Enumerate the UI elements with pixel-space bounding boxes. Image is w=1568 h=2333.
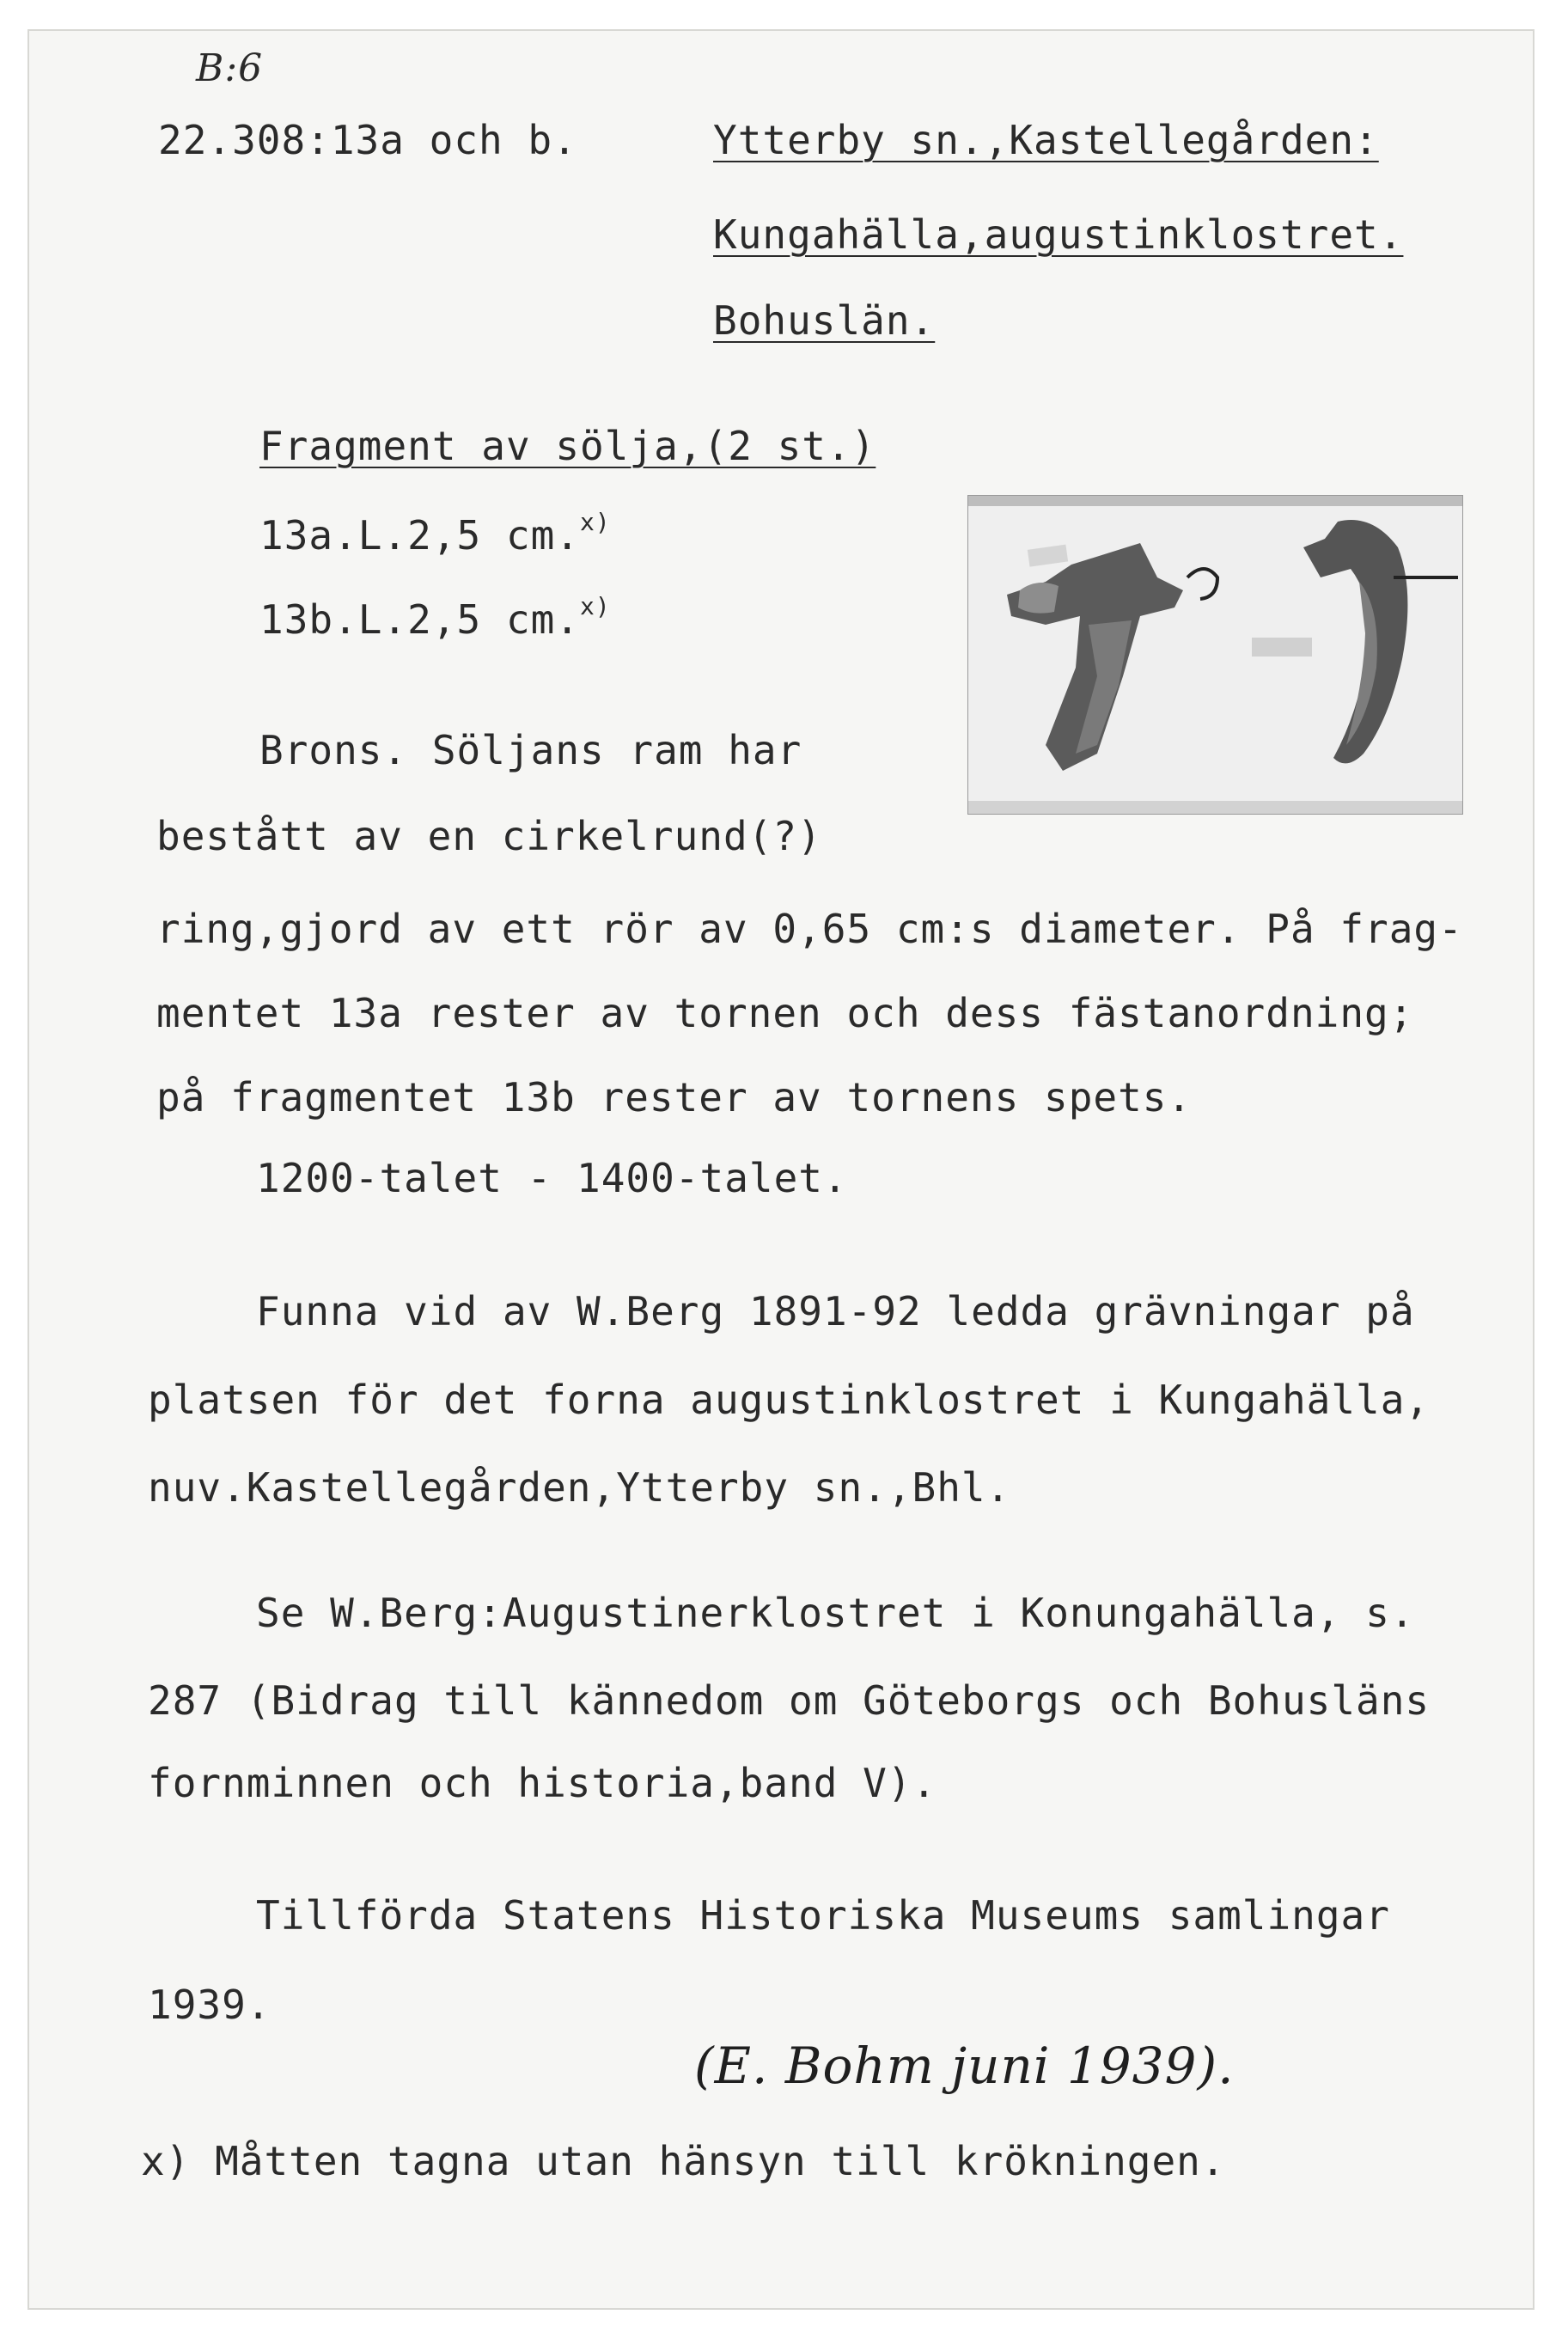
measurement-13a: 13a.L.2,5 cm.$^{x)}$ <box>259 508 611 559</box>
description-line-4: mentet 13a rester av tornen och dess fästanordning; <box>156 990 1414 1036</box>
accession-line-2: 1939. <box>148 1982 272 2028</box>
description-line-1: Brons. Söljans ram har <box>259 727 802 773</box>
description-line-2: bestått av en cirkelrund(?) <box>156 813 822 859</box>
find-line-2: platsen för det forna augustinklostret i Kungahälla, <box>148 1377 1431 1423</box>
signature: (E. Bohm juni 1939). <box>694 2037 1235 2095</box>
location-province: Bohuslän. <box>713 297 936 344</box>
find-line-3: nuv.Kastellegården,Ytterby sn.,Bhl. <box>148 1464 1011 1511</box>
footnote: x) Måtten tagna utan hänsyn till krökningen. <box>141 2138 1226 2184</box>
shelf-mark: B:6 <box>196 46 264 90</box>
dating: 1200-talet - 1400-talet. <box>256 1155 848 1201</box>
inventory-number: 22.308:13a och b. <box>158 117 577 163</box>
measurement-13b: 13b.L.2,5 cm.$^{x)}$ <box>259 592 611 643</box>
location-parish: Ytterby sn.,Kastellegården: <box>713 117 1379 163</box>
description-line-3: ring,gjord av ett rör av 0,65 cm:s diameter. På frag- <box>156 906 1463 952</box>
reference-line-2: 287 (Bidrag till kännedom om Göteborgs och Bohusläns <box>148 1677 1431 1724</box>
reference-line-3: fornminnen och historia,band V). <box>148 1760 937 1806</box>
accession-line-1: Tillförda Statens Historiska Museums samlingar <box>256 1892 1390 1939</box>
reference-line-1: Se W.Berg:Augustinerklostret i Konungahälla, s. <box>256 1590 1415 1636</box>
description-line-5: på fragmentet 13b rester av tornens spets. <box>156 1074 1193 1121</box>
object-title: Fragment av sölja,(2 st.) <box>259 423 876 469</box>
object-photo <box>967 495 1463 815</box>
find-line-1: Funna vid av W.Berg 1891-92 ledda grävningar på <box>256 1288 1415 1334</box>
location-site: Kungahälla,augustinklostret. <box>713 211 1404 258</box>
